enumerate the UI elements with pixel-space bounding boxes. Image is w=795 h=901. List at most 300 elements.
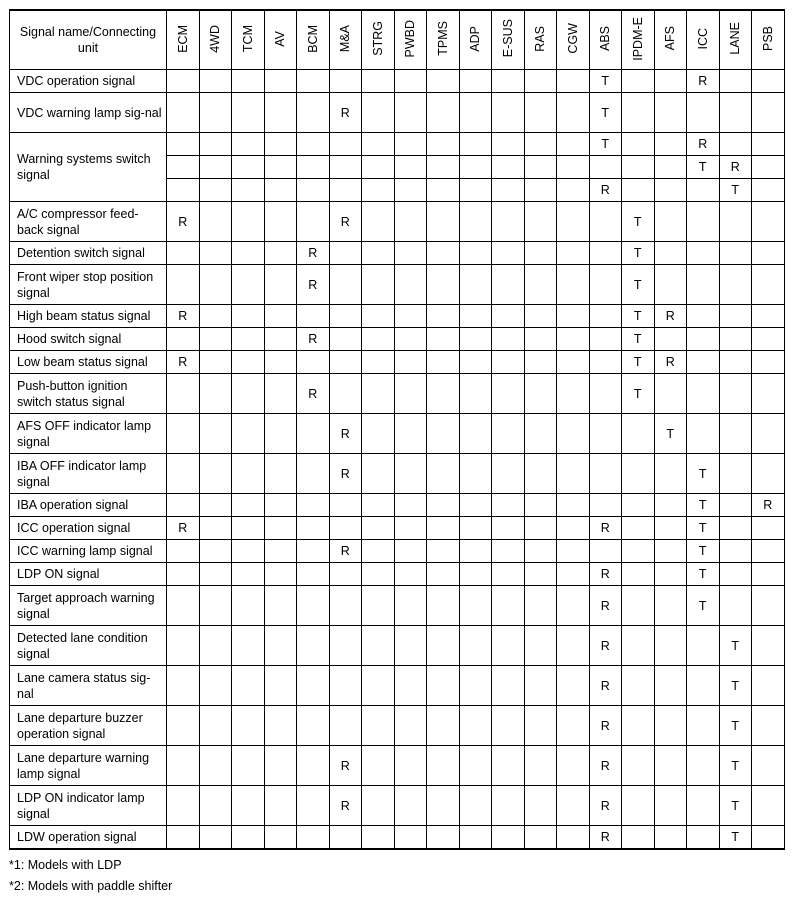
- cell-ras: [524, 265, 557, 305]
- cell-tcm: [232, 202, 265, 242]
- cell-4wd: [199, 305, 232, 328]
- cell-tpms: [427, 328, 460, 351]
- cell-psb: [752, 517, 785, 540]
- cell-psb: [752, 786, 785, 826]
- cell-e-sus: [492, 494, 525, 517]
- cell-ras: [524, 133, 557, 156]
- cell-bcm: [297, 454, 330, 494]
- cell-tpms: [427, 540, 460, 563]
- cell-ipdm-e: [622, 666, 655, 706]
- signal-name: Detention switch signal: [10, 242, 167, 265]
- signal-name: Warning systems switch signal: [10, 133, 167, 202]
- cell-lane: T: [719, 666, 752, 706]
- cell-icc: [687, 374, 720, 414]
- cell-adp: [459, 156, 492, 179]
- cell-av: [264, 626, 297, 666]
- header-col-tcm: [232, 10, 265, 70]
- cell-afs: [654, 202, 687, 242]
- cell-tcm: [232, 586, 265, 626]
- cell-tpms: [427, 242, 460, 265]
- cell-abs: T: [589, 93, 622, 133]
- cell-afs: [654, 626, 687, 666]
- cell-afs: [654, 586, 687, 626]
- cell-psb: [752, 93, 785, 133]
- cell-ipdm-e: T: [622, 328, 655, 351]
- cell-m-a: R: [329, 746, 362, 786]
- cell-ras: [524, 586, 557, 626]
- cell-psb: [752, 586, 785, 626]
- cell-ipdm-e: [622, 586, 655, 626]
- cell-lane: [719, 374, 752, 414]
- cell-ras: [524, 706, 557, 746]
- cell-ipdm-e: T: [622, 305, 655, 328]
- cell-adp: [459, 179, 492, 202]
- cell-strg: [362, 746, 395, 786]
- cell-ecm: [167, 666, 200, 706]
- cell-lane: R: [719, 156, 752, 179]
- cell-psb: [752, 202, 785, 242]
- cell-icc: [687, 351, 720, 374]
- cell-strg: [362, 586, 395, 626]
- cell-ras: [524, 563, 557, 586]
- cell-pwbd: [394, 305, 427, 328]
- cell-abs: [589, 265, 622, 305]
- cell-lane: T: [719, 179, 752, 202]
- cell-ecm: [167, 93, 200, 133]
- cell-strg: [362, 826, 395, 849]
- header-col-label: AV: [273, 30, 287, 47]
- cell-afs: [654, 786, 687, 826]
- cell-strg: [362, 626, 395, 666]
- cell-m-a: [329, 242, 362, 265]
- cell-e-sus: [492, 328, 525, 351]
- cell-e-sus: [492, 563, 525, 586]
- cell-m-a: [329, 156, 362, 179]
- cell-pwbd: [394, 328, 427, 351]
- cell-bcm: R: [297, 242, 330, 265]
- cell-afs: [654, 706, 687, 746]
- cell-ecm: [167, 706, 200, 746]
- cell-pwbd: [394, 826, 427, 849]
- cell-e-sus: [492, 179, 525, 202]
- cell-e-sus: [492, 786, 525, 826]
- cell-4wd: [199, 374, 232, 414]
- cell-strg: [362, 494, 395, 517]
- cell-afs: [654, 93, 687, 133]
- cell-icc: [687, 414, 720, 454]
- cell-adp: [459, 242, 492, 265]
- cell-abs: [589, 494, 622, 517]
- cell-cgw: [557, 305, 590, 328]
- cell-strg: [362, 179, 395, 202]
- cell-4wd: [199, 242, 232, 265]
- cell-psb: [752, 305, 785, 328]
- cell-ecm: [167, 328, 200, 351]
- cell-bcm: [297, 93, 330, 133]
- cell-av: [264, 374, 297, 414]
- cell-4wd: [199, 202, 232, 242]
- cell-ipdm-e: [622, 414, 655, 454]
- cell-cgw: [557, 746, 590, 786]
- signal-name: Target approach warning signal: [10, 586, 167, 626]
- cell-pwbd: [394, 706, 427, 746]
- cell-tcm: [232, 666, 265, 706]
- cell-bcm: [297, 494, 330, 517]
- cell-pwbd: [394, 540, 427, 563]
- cell-strg: [362, 133, 395, 156]
- cell-ecm: [167, 626, 200, 666]
- cell-m-a: [329, 563, 362, 586]
- cell-4wd: [199, 328, 232, 351]
- header-col-label: ECM: [175, 24, 190, 53]
- signal-name: Detected lane condition signal: [10, 626, 167, 666]
- table-row: [10, 540, 785, 563]
- cell-abs: R: [589, 517, 622, 540]
- cell-pwbd: [394, 265, 427, 305]
- header-col-label: IPDM-E: [630, 16, 645, 61]
- cell-av: [264, 517, 297, 540]
- cell-4wd: [199, 786, 232, 826]
- cell-lane: [719, 328, 752, 351]
- cell-av: [264, 666, 297, 706]
- signal-name: Lane departure buzzer operation signal: [10, 706, 167, 746]
- cell-ras: [524, 374, 557, 414]
- cell-psb: [752, 351, 785, 374]
- cell-adp: [459, 563, 492, 586]
- cell-e-sus: [492, 133, 525, 156]
- cell-tpms: [427, 351, 460, 374]
- cell-lane: T: [719, 786, 752, 826]
- signal-name: LDP ON indicator lamp signal: [10, 786, 167, 826]
- cell-cgw: [557, 133, 590, 156]
- cell-icc: R: [687, 133, 720, 156]
- cell-e-sus: [492, 540, 525, 563]
- cell-bcm: R: [297, 328, 330, 351]
- cell-ecm: [167, 746, 200, 786]
- cell-strg: [362, 706, 395, 746]
- cell-tpms: [427, 586, 460, 626]
- cell-strg: [362, 93, 395, 133]
- cell-bcm: [297, 786, 330, 826]
- cell-m-a: R: [329, 540, 362, 563]
- cell-bcm: [297, 746, 330, 786]
- cell-ras: [524, 93, 557, 133]
- cell-pwbd: [394, 70, 427, 93]
- cell-cgw: [557, 156, 590, 179]
- cell-ras: [524, 826, 557, 849]
- signal-name: ICC warning lamp signal: [10, 540, 167, 563]
- cell-strg: [362, 265, 395, 305]
- cell-pwbd: [394, 133, 427, 156]
- header-col-label: STRG: [370, 21, 385, 56]
- cell-pwbd: [394, 156, 427, 179]
- cell-afs: [654, 133, 687, 156]
- cell-m-a: [329, 666, 362, 706]
- cell-ecm: [167, 826, 200, 849]
- cell-4wd: [199, 133, 232, 156]
- cell-tpms: [427, 70, 460, 93]
- cell-psb: [752, 156, 785, 179]
- table-row: [10, 265, 785, 305]
- cell-tpms: [427, 93, 460, 133]
- header-col-label: BCM: [305, 24, 320, 53]
- cell-tcm: [232, 494, 265, 517]
- cell-av: [264, 540, 297, 563]
- cell-m-a: [329, 328, 362, 351]
- cell-icc: T: [687, 517, 720, 540]
- cell-av: [264, 586, 297, 626]
- cell-bcm: [297, 666, 330, 706]
- header-col-label: AFS: [663, 26, 677, 51]
- cell-tcm: [232, 242, 265, 265]
- cell-bcm: [297, 706, 330, 746]
- cell-4wd: [199, 540, 232, 563]
- cell-tpms: [427, 786, 460, 826]
- header-col-strg: [362, 10, 395, 70]
- cell-bcm: [297, 826, 330, 849]
- cell-icc: T: [687, 156, 720, 179]
- cell-adp: [459, 351, 492, 374]
- header-col-label: LANE: [728, 22, 742, 55]
- cell-ipdm-e: T: [622, 202, 655, 242]
- cell-ras: [524, 666, 557, 706]
- signal-name: A/C compressor feed-back signal: [10, 202, 167, 242]
- cell-e-sus: [492, 305, 525, 328]
- signal-name: High beam status signal: [10, 305, 167, 328]
- cell-ras: [524, 414, 557, 454]
- cell-icc: [687, 706, 720, 746]
- signal-name: LDW operation signal: [10, 826, 167, 849]
- cell-ipdm-e: [622, 706, 655, 746]
- cell-e-sus: [492, 93, 525, 133]
- cell-afs: [654, 666, 687, 706]
- cell-tcm: [232, 517, 265, 540]
- cell-abs: [589, 454, 622, 494]
- cell-e-sus: [492, 626, 525, 666]
- cell-afs: [654, 826, 687, 849]
- cell-ecm: R: [167, 305, 200, 328]
- cell-afs: [654, 179, 687, 202]
- cell-tcm: [232, 826, 265, 849]
- cell-abs: R: [589, 179, 622, 202]
- cell-abs: T: [589, 70, 622, 93]
- cell-av: [264, 93, 297, 133]
- cell-icc: T: [687, 586, 720, 626]
- cell-cgw: [557, 374, 590, 414]
- cell-lane: [719, 93, 752, 133]
- cell-adp: [459, 706, 492, 746]
- cell-lane: [719, 540, 752, 563]
- table-row: [10, 202, 785, 242]
- cell-tpms: [427, 626, 460, 666]
- cell-ecm: R: [167, 202, 200, 242]
- cell-abs: R: [589, 746, 622, 786]
- cell-pwbd: [394, 202, 427, 242]
- cell-4wd: [199, 156, 232, 179]
- header-col-abs: [589, 10, 622, 70]
- header-row: [10, 10, 785, 70]
- cell-icc: [687, 826, 720, 849]
- table-row: [10, 563, 785, 586]
- cell-av: [264, 133, 297, 156]
- cell-tcm: [232, 414, 265, 454]
- cell-ipdm-e: [622, 133, 655, 156]
- cell-psb: [752, 133, 785, 156]
- header-col-ipdm-e: [622, 10, 655, 70]
- table-row: [10, 786, 785, 826]
- cell-psb: [752, 666, 785, 706]
- cell-abs: [589, 242, 622, 265]
- table-row: [10, 305, 785, 328]
- cell-cgw: [557, 494, 590, 517]
- cell-lane: T: [719, 826, 752, 849]
- cell-psb: [752, 540, 785, 563]
- cell-pwbd: [394, 242, 427, 265]
- cell-tpms: [427, 494, 460, 517]
- cell-icc: [687, 305, 720, 328]
- cell-m-a: [329, 494, 362, 517]
- cell-cgw: [557, 826, 590, 849]
- cell-ecm: [167, 374, 200, 414]
- cell-pwbd: [394, 351, 427, 374]
- cell-4wd: [199, 746, 232, 786]
- cell-psb: [752, 328, 785, 351]
- cell-cgw: [557, 351, 590, 374]
- cell-m-a: [329, 374, 362, 414]
- cell-afs: [654, 746, 687, 786]
- cell-tcm: [232, 265, 265, 305]
- table-row: [10, 133, 785, 156]
- cell-m-a: R: [329, 454, 362, 494]
- cell-bcm: [297, 351, 330, 374]
- cell-strg: [362, 328, 395, 351]
- cell-psb: [752, 706, 785, 746]
- signal-name: Lane camera status sig-nal: [10, 666, 167, 706]
- header-col-m-a: [329, 10, 362, 70]
- cell-lane: [719, 202, 752, 242]
- cell-strg: [362, 305, 395, 328]
- table-row: [10, 666, 785, 706]
- cell-4wd: [199, 351, 232, 374]
- cell-m-a: [329, 265, 362, 305]
- header-col-label: M&A: [338, 24, 352, 53]
- header-col-label: PSB: [760, 25, 775, 51]
- cell-pwbd: [394, 179, 427, 202]
- cell-e-sus: [492, 706, 525, 746]
- cell-m-a: [329, 826, 362, 849]
- cell-afs: [654, 242, 687, 265]
- cell-av: [264, 305, 297, 328]
- cell-psb: [752, 414, 785, 454]
- header-signal-name: Signal name/Connecting unit: [10, 10, 167, 70]
- signal-name: ICC operation signal: [10, 517, 167, 540]
- cell-e-sus: [492, 242, 525, 265]
- table-row: [10, 328, 785, 351]
- cell-psb: [752, 179, 785, 202]
- cell-av: [264, 746, 297, 786]
- cell-lane: [719, 586, 752, 626]
- cell-lane: [719, 351, 752, 374]
- cell-4wd: [199, 70, 232, 93]
- header-col-label: ICC: [695, 27, 710, 50]
- cell-m-a: R: [329, 414, 362, 454]
- header-col-label: E-SUS: [500, 19, 515, 58]
- table-row: [10, 826, 785, 849]
- cell-psb: [752, 454, 785, 494]
- cell-ras: [524, 454, 557, 494]
- cell-afs: R: [654, 305, 687, 328]
- cell-4wd: [199, 265, 232, 305]
- cell-abs: [589, 305, 622, 328]
- cell-4wd: [199, 626, 232, 666]
- cell-av: [264, 265, 297, 305]
- cell-ras: [524, 179, 557, 202]
- cell-psb: [752, 563, 785, 586]
- cell-ras: [524, 517, 557, 540]
- cell-e-sus: [492, 746, 525, 786]
- cell-av: [264, 179, 297, 202]
- cell-cgw: [557, 265, 590, 305]
- cell-ipdm-e: [622, 786, 655, 826]
- cell-tpms: [427, 666, 460, 706]
- cell-strg: [362, 517, 395, 540]
- cell-psb: [752, 626, 785, 666]
- cell-afs: [654, 517, 687, 540]
- cell-cgw: [557, 563, 590, 586]
- cell-tcm: [232, 706, 265, 746]
- cell-strg: [362, 454, 395, 494]
- cell-icc: [687, 746, 720, 786]
- cell-abs: [589, 540, 622, 563]
- cell-adp: [459, 70, 492, 93]
- cell-icc: T: [687, 563, 720, 586]
- cell-cgw: [557, 179, 590, 202]
- cell-strg: [362, 242, 395, 265]
- cell-abs: [589, 202, 622, 242]
- cell-abs: [589, 328, 622, 351]
- header-col-afs: [654, 10, 687, 70]
- cell-ras: [524, 626, 557, 666]
- cell-bcm: [297, 517, 330, 540]
- cell-av: [264, 351, 297, 374]
- signal-name: VDC warning lamp sig-nal: [10, 93, 167, 133]
- cell-4wd: [199, 563, 232, 586]
- cell-bcm: [297, 202, 330, 242]
- table-row: [10, 517, 785, 540]
- cell-av: [264, 70, 297, 93]
- signal-name: LDP ON signal: [10, 563, 167, 586]
- cell-ras: [524, 305, 557, 328]
- cell-ras: [524, 70, 557, 93]
- cell-ecm: [167, 586, 200, 626]
- signal-name: Hood switch signal: [10, 328, 167, 351]
- cell-tcm: [232, 133, 265, 156]
- cell-av: [264, 786, 297, 826]
- cell-m-a: [329, 133, 362, 156]
- cell-av: [264, 242, 297, 265]
- cell-av: [264, 202, 297, 242]
- cell-ecm: [167, 494, 200, 517]
- cell-lane: [719, 242, 752, 265]
- cell-e-sus: [492, 202, 525, 242]
- cell-lane: [719, 414, 752, 454]
- cell-ipdm-e: T: [622, 374, 655, 414]
- cell-cgw: [557, 242, 590, 265]
- cell-ecm: [167, 540, 200, 563]
- cell-m-a: [329, 70, 362, 93]
- cell-abs: R: [589, 563, 622, 586]
- cell-strg: [362, 374, 395, 414]
